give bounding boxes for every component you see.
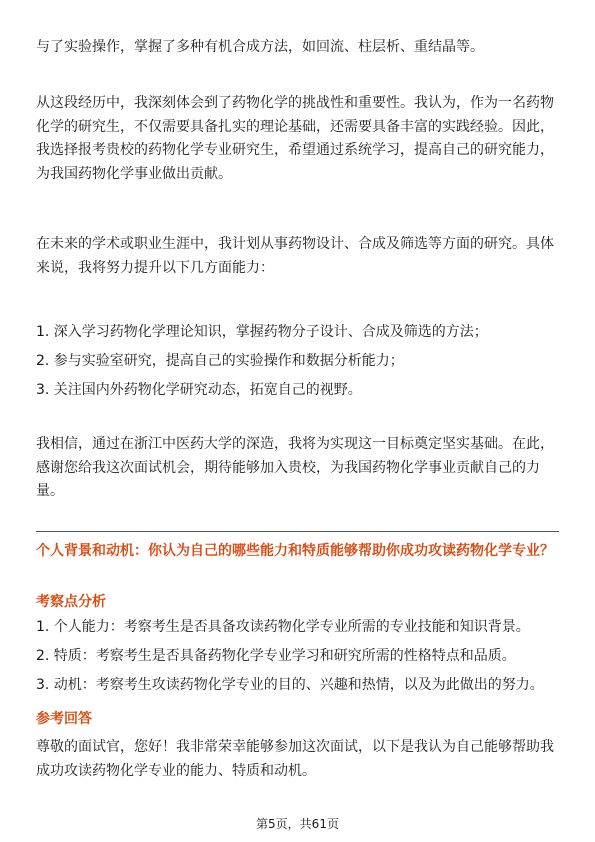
list-item: 3. 关注国内外药物化学研究动态，拓宽自己的视野。	[36, 382, 362, 398]
question-heading: 个人背景和动机：你认为自己的哪些能力和特质能够帮助你成功攻读药物化学专业？	[36, 543, 554, 559]
paragraph-2: 从这段经历中，我深刻体会到了药物化学的挑战性和重要性。我认为，作为一名药物化学的研究生，不仅需要具备扎实的理论基础，还需要具备丰富的实践经验。因此，我选择报考贵校的药物化学专业研究生，希望通过系统学习，提高自己的研究能力，为我国药物化学事业做出贡献。	[36, 95, 554, 182]
analysis-item: 2. 特质：考察考生是否具备药物化学专业学习和研究所需的性格特点和品质。	[36, 648, 516, 664]
reference-answer: 尊敬的面试官，您好！我非常荣幸能够参加这次面试，以下是我认为自己能够帮助我成功攻读药物化学专业的能力、特质和动机。	[36, 739, 554, 779]
page-footer: 第5页，共61页	[256, 817, 339, 831]
section-divider	[36, 531, 559, 532]
list-item: 2. 参与实验室研究，提高自己的实验操作和数据分析能力；	[36, 353, 404, 369]
paragraph-1: 与了实验操作，掌握了多种有机合成方法，如回流、柱层析、重结晶等。	[36, 39, 484, 55]
paragraph-3: 在未来的学术或职业生涯中，我计划从事药物设计、合成及筛选等方面的研究。具体来说，我将努力提升以下几方面能力：	[36, 236, 554, 276]
paragraph-4: 我相信，通过在浙江中医药大学的深造，我将为实现这一目标奠定坚实基础。在此，感谢您给我这次面试机会，期待能够加入贵校，为我国药物化学事业贡献自己的力量。	[36, 436, 554, 499]
reference-heading: 参考回答	[36, 711, 92, 727]
analysis-item: 1. 个人能力：考察考生是否具备攻读药物化学专业所需的专业技能和知识背景。	[36, 619, 530, 635]
analysis-item: 3. 动机：考察考生攻读药物化学专业的目的、兴趣和热情，以及为此做出的努力。	[36, 677, 544, 693]
list-item: 1. 深入学习药物化学理论知识，掌握药物分子设计、合成及筛选的方法；	[36, 324, 488, 340]
analysis-heading: 考察点分析	[36, 594, 106, 610]
